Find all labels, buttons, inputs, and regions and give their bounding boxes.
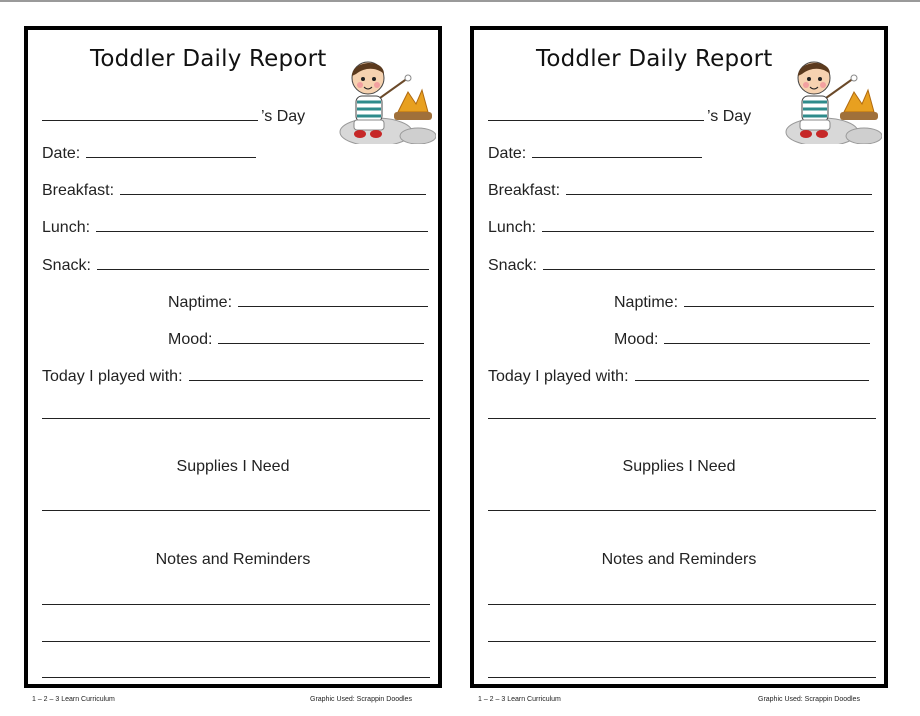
- naptime-row: [614, 288, 874, 312]
- report-card-right: [470, 26, 888, 688]
- played-blank[interactable]: [635, 380, 869, 381]
- top-divider: [0, 0, 920, 2]
- naptime-label: Naptime:: [168, 294, 233, 311]
- boy-roasting-marshmallow-icon: [782, 52, 882, 144]
- breakfast-blank[interactable]: [566, 194, 872, 195]
- notes-heading: Notes and Reminders: [601, 551, 757, 568]
- mood-row: [168, 325, 424, 349]
- child-name-row: [488, 102, 751, 126]
- lunch-row: [42, 213, 428, 237]
- snack-blank[interactable]: [543, 269, 875, 270]
- lunch-blank[interactable]: [96, 231, 428, 232]
- naptime-blank[interactable]: [684, 306, 874, 307]
- report-card-left: [24, 26, 442, 688]
- notes-blank-line-2[interactable]: [488, 641, 876, 642]
- notes-blank-line-3[interactable]: [488, 677, 876, 678]
- naptime-label: Naptime:: [614, 294, 679, 311]
- date-row: [42, 139, 256, 163]
- lunch-label: Lunch:: [42, 219, 91, 236]
- snack-blank[interactable]: [97, 269, 429, 270]
- breakfast-row: [488, 176, 872, 200]
- naptime-row: [168, 288, 428, 312]
- breakfast-blank[interactable]: [120, 194, 426, 195]
- date-blank[interactable]: [86, 157, 256, 158]
- date-label: Date:: [42, 145, 81, 162]
- footer-graphic-credit-right: Graphic Used: Scrappin Doodles: [758, 696, 860, 703]
- snack-row: [42, 251, 429, 275]
- played-blank[interactable]: [189, 380, 423, 381]
- footer-curriculum-right: 1 – 2 – 3 Learn Curriculum: [478, 696, 561, 703]
- lunch-blank[interactable]: [542, 231, 874, 232]
- played-blank-line-2[interactable]: [42, 418, 430, 419]
- mood-blank[interactable]: [664, 343, 870, 344]
- breakfast-label: Breakfast:: [488, 182, 561, 199]
- breakfast-label: Breakfast:: [42, 182, 115, 199]
- played-blank-line-2[interactable]: [488, 418, 876, 419]
- played-row: [488, 362, 869, 386]
- played-row: [42, 362, 423, 386]
- supplies-heading: Supplies I Need: [176, 458, 290, 475]
- page-title: Toddler Daily Report: [90, 46, 327, 72]
- snack-label: Snack:: [42, 257, 91, 274]
- snack-label: Snack:: [488, 257, 537, 274]
- mood-blank[interactable]: [218, 343, 424, 344]
- mood-label: Mood:: [168, 331, 213, 348]
- date-blank[interactable]: [532, 157, 702, 158]
- mood-label: Mood:: [614, 331, 659, 348]
- breakfast-row: [42, 176, 426, 200]
- notes-blank-line-1[interactable]: [488, 604, 876, 605]
- lunch-row: [488, 213, 874, 237]
- played-label: Today I played with:: [488, 368, 629, 385]
- supplies-heading: Supplies I Need: [622, 458, 736, 475]
- days-suffix: ’s Day: [707, 108, 752, 125]
- page-title: Toddler Daily Report: [536, 46, 773, 72]
- date-label: Date:: [488, 145, 527, 162]
- date-row: [488, 139, 702, 163]
- played-label: Today I played with:: [42, 368, 183, 385]
- child-name-blank[interactable]: [42, 120, 258, 121]
- footer-curriculum-left: 1 – 2 – 3 Learn Curriculum: [32, 696, 115, 703]
- child-name-row: [42, 102, 305, 126]
- notes-heading: Notes and Reminders: [155, 551, 311, 568]
- naptime-blank[interactable]: [238, 306, 428, 307]
- days-suffix: ’s Day: [261, 108, 306, 125]
- child-name-blank[interactable]: [488, 120, 704, 121]
- supplies-blank-line[interactable]: [488, 510, 876, 511]
- mood-row: [614, 325, 870, 349]
- notes-blank-line-1[interactable]: [42, 604, 430, 605]
- footer-graphic-credit-left: Graphic Used: Scrappin Doodles: [310, 696, 412, 703]
- snack-row: [488, 251, 875, 275]
- notes-blank-line-2[interactable]: [42, 641, 430, 642]
- lunch-label: Lunch:: [488, 219, 537, 236]
- boy-roasting-marshmallow-icon: [336, 52, 436, 144]
- notes-blank-line-3[interactable]: [42, 677, 430, 678]
- supplies-blank-line[interactable]: [42, 510, 430, 511]
